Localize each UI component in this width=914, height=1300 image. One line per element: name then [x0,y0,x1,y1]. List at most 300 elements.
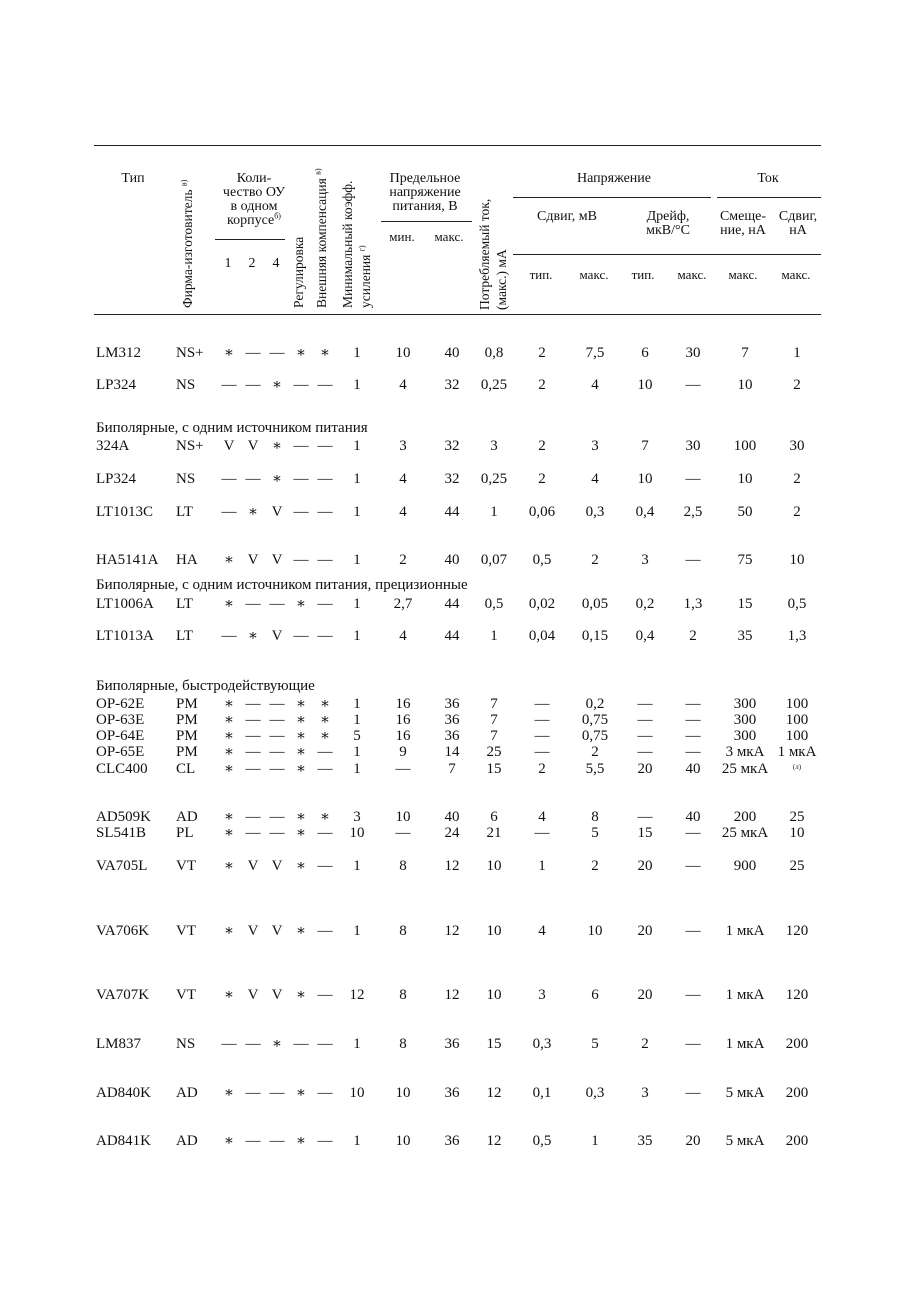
cell-ext-comp: — [317,923,333,939]
cell-ext-comp: — [317,596,333,612]
cell-current: 12 [486,1085,502,1101]
cell-drift-max: 30 [685,345,701,361]
cell-manufacturer: LT [176,504,193,520]
cell-type: LT1013A [96,628,154,644]
cell-current: 0,8 [484,345,504,361]
header-min-gain-line2 [359,245,373,308]
cell-offset-max: 0,75 [581,712,609,728]
cell-min-gain: 1 [353,628,361,644]
cell-current: 10 [486,987,502,1003]
cell-bias-max: 100 [733,438,757,454]
header-current-line1: Потребляемый ток, [477,198,492,310]
header-ext-comp-note: в) [313,168,323,175]
cell-type: LT1006A [96,596,154,612]
cell-count-1: ∗ [223,552,235,568]
cell-type: AD841K [96,1133,151,1149]
cell-offset-typ: 1 [538,858,546,874]
cell-ioff-max: 2 [793,471,801,487]
cell-count-1: ∗ [223,1133,235,1149]
cell-count-4: — [269,744,285,760]
cell-drift-typ: — [637,728,653,744]
cell-supply-min: 9 [399,744,407,760]
cell-supply-min: 10 [395,1133,411,1149]
cell-offset-typ: 0,5 [532,1133,552,1149]
cell-supply-max: 36 [444,712,460,728]
cell-offset-max: 6 [591,987,599,1003]
cell-offset-max: 5 [591,1036,599,1052]
cell-offset-max: 8 [591,809,599,825]
supply-header-rule [381,221,472,222]
cell-supply-min: 4 [399,377,407,393]
cell-drift-max: 2 [689,628,697,644]
cell-count-4: — [269,696,285,712]
cell-offset-max: 0,75 [581,728,609,744]
cell-offset-max: 0,2 [585,696,605,712]
cell-supply-min: 16 [395,712,411,728]
cell-offset-max: 4 [591,377,599,393]
header-count-line4-text: корпусе [227,213,275,228]
cell-count-2: — [245,1133,261,1149]
section-caption: Биполярные, быстродействующие [96,678,315,694]
cell-supply-min: 4 [399,504,407,520]
cell-manufacturer: HA [176,552,198,568]
cell-offset-typ: — [534,712,550,728]
cell-current: 7 [490,696,498,712]
header-supply-line1: Предельное [389,171,461,186]
cell-supply-max: 32 [444,377,460,393]
cell-min-gain: 1 [353,377,361,393]
cell-count-1: ∗ [223,1085,235,1101]
cell-regulation: — [293,471,309,487]
cell-count-1: — [221,504,237,520]
cell-min-gain: 1 [353,504,361,520]
cell-drift-typ: 2 [641,1036,649,1052]
cell-supply-min: — [395,825,411,841]
cell-min-gain: 1 [353,858,361,874]
cell-count-1: ∗ [223,712,235,728]
cell-supply-max: 24 [444,825,460,841]
cell-ext-comp: — [317,1085,333,1101]
cell-type: LM837 [96,1036,141,1052]
cell-drift-typ: 3 [641,1085,649,1101]
header-current-group: Ток [757,171,779,186]
cell-bias-max: 35 [737,628,753,644]
cell-drift-typ: 20 [637,858,653,874]
cell-ext-comp: ∗ [319,696,331,712]
cell-ext-comp: — [317,858,333,874]
header-count-note: б) [274,211,281,221]
cell-supply-min: 8 [399,1036,407,1052]
cell-count-1: ∗ [223,761,235,777]
cell-current: 1 [490,628,498,644]
cell-supply-max: 12 [444,923,460,939]
header-ioff-line1: Сдвиг, [778,209,818,224]
cell-offset-max: 3 [591,438,599,454]
cell-count-2: V [247,858,259,874]
cell-supply-max: 40 [444,345,460,361]
cell-ioff-max: 2 [793,377,801,393]
cell-regulation: ∗ [295,712,307,728]
cell-regulation: ∗ [295,744,307,760]
cell-offset-typ: 0,5 [532,552,552,568]
cell-count-2: — [245,345,261,361]
cell-offset-typ: 0,04 [528,628,556,644]
header-bottom-rule [94,314,821,315]
cell-supply-min: 16 [395,696,411,712]
header-offset-mv: Сдвиг, мВ [537,209,597,224]
cell-current: 7 [490,728,498,744]
cell-count-4: — [269,596,285,612]
cell-count-4: V [271,628,283,644]
subheader-rule [513,254,821,255]
cell-current: 15 [486,761,502,777]
cell-drift-max: — [685,987,701,1003]
cell-count-4: V [271,504,283,520]
header-ext-comp [315,168,329,308]
cell-ioff-max: 10 [789,825,805,841]
cell-min-gain: 10 [349,1085,365,1101]
cell-current: 1 [490,504,498,520]
cell-ioff-max: 1,3 [787,628,807,644]
cell-ioff-max: 120 [785,923,809,939]
cell-ioff-max: 1 [793,345,801,361]
cell-ioff-max: 100 [785,696,809,712]
cell-type: AD840K [96,1085,151,1101]
cell-supply-max: 32 [444,438,460,454]
cell-offset-max: 0,05 [581,596,609,612]
cell-offset-typ: 0,1 [532,1085,552,1101]
cell-ext-comp: — [317,377,333,393]
cell-regulation: ∗ [295,596,307,612]
table-top-rule [94,145,821,146]
cell-min-gain: 1 [353,552,361,568]
cell-offset-max: 5,5 [585,761,605,777]
cell-ioff-max: 100 [785,728,809,744]
cell-drift-typ: 6 [641,345,649,361]
cell-count-2: — [245,825,261,841]
cell-regulation: ∗ [295,825,307,841]
cell-drift-typ: 15 [637,825,653,841]
cell-min-gain: 1 [353,345,361,361]
cell-drift-max: — [685,923,701,939]
cell-ext-comp: — [317,504,333,520]
cell-count-4: V [271,858,283,874]
cell-offset-typ: 0,3 [532,1036,552,1052]
cell-bias-max: 900 [733,858,757,874]
cell-offset-typ: — [534,728,550,744]
cell-bias-max: 1 мкА [725,987,765,1003]
cell-supply-max: 44 [444,596,460,612]
header-ioff-max: макс. [781,267,811,282]
cell-regulation: ∗ [295,696,307,712]
cell-manufacturer: AD [176,1133,198,1149]
cell-manufacturer: AD [176,809,198,825]
cell-drift-max: 30 [685,438,701,454]
cell-regulation: ∗ [295,923,307,939]
cell-min-gain: 1 [353,596,361,612]
cell-type: SL541B [96,825,147,841]
cell-ioff-max: 30 [789,438,805,454]
header-count-1: 1 [224,256,232,271]
cell-ext-comp: — [317,628,333,644]
cell-count-4: — [269,809,285,825]
cell-count-1: — [221,1036,237,1052]
cell-count-1: V [223,438,235,454]
cell-bias-max: 25 мкА [721,825,769,841]
cell-offset-max: 2 [591,744,599,760]
cell-offset-max: 7,5 [585,345,605,361]
cell-supply-max: 36 [444,1036,460,1052]
cell-regulation: ∗ [295,1133,307,1149]
cell-type: VA706K [96,923,150,939]
cell-supply-max: 36 [444,1085,460,1101]
cell-supply-max: 32 [444,471,460,487]
cell-supply-max: 44 [444,504,460,520]
cell-count-4: — [269,825,285,841]
cell-drift-typ: 35 [637,1133,653,1149]
cell-type: HA5141A [96,552,159,568]
cell-offset-typ: 2 [538,345,546,361]
cell-count-2: — [245,377,261,393]
cell-manufacturer: PM [176,696,198,712]
cell-count-2: — [245,761,261,777]
cell-regulation: ∗ [295,728,307,744]
cell-supply-max: 36 [444,696,460,712]
cell-manufacturer: VT [176,987,196,1003]
header-offset-typ: тип. [529,267,553,282]
cell-regulation: — [293,628,309,644]
cell-ioff-max: 25 [789,858,805,874]
cell-drift-typ: 7 [641,438,649,454]
cell-type: LM312 [96,345,141,361]
header-drift-line2: мкВ/°С [646,223,690,238]
cell-drift-typ: 0,2 [635,596,655,612]
cell-type: AD509K [96,809,151,825]
cell-drift-max: — [685,1085,701,1101]
header-manufacturer-text: Фирма-изготовитель [180,189,195,308]
cell-supply-min: 16 [395,728,411,744]
cell-drift-typ: — [637,696,653,712]
cell-current: 0,25 [480,471,508,487]
cell-type: 324A [96,438,130,454]
cell-current: 6 [490,809,498,825]
cell-ioff-max: (л) [792,763,802,771]
cell-count-4: V [271,923,283,939]
cell-offset-max: 0,15 [581,628,609,644]
cell-count-2: V [247,923,259,939]
cell-offset-typ: 2 [538,377,546,393]
cell-count-1: — [221,628,237,644]
cell-manufacturer: VT [176,923,196,939]
cell-count-2: — [245,712,261,728]
cell-current: 12 [486,1133,502,1149]
cell-count-4: — [269,728,285,744]
cell-count-2: V [247,987,259,1003]
cell-supply-min: 10 [395,809,411,825]
voltage-header-rule [513,197,711,198]
cell-supply-max: 14 [444,744,460,760]
cell-supply-min: 10 [395,1085,411,1101]
cell-drift-typ: — [637,809,653,825]
cell-ioff-max: 100 [785,712,809,728]
cell-manufacturer: PM [176,712,198,728]
cell-type: CLC400 [96,761,148,777]
cell-bias-max: 10 [737,471,753,487]
cell-type: OP-62E [96,696,145,712]
cell-bias-max: 1 мкА [725,923,765,939]
cell-current: 25 [486,744,502,760]
cell-manufacturer: PL [176,825,194,841]
cell-type: VA705L [96,858,148,874]
cell-count-1: ∗ [223,728,235,744]
cell-ext-comp: ∗ [319,728,331,744]
current-group-header-rule [717,197,821,198]
cell-count-4: ∗ [271,1036,283,1052]
cell-bias-max: 1 мкА [725,1036,765,1052]
cell-drift-typ: 10 [637,471,653,487]
cell-supply-min: 4 [399,471,407,487]
cell-regulation: ∗ [295,345,307,361]
cell-offset-typ: 3 [538,987,546,1003]
cell-count-1: ∗ [223,858,235,874]
cell-drift-typ: 20 [637,761,653,777]
cell-drift-max: — [685,1036,701,1052]
cell-count-1: ∗ [223,825,235,841]
cell-count-4: — [269,1133,285,1149]
header-offset-max: макс. [579,267,609,282]
cell-regulation: ∗ [295,761,307,777]
cell-ext-comp: — [317,744,333,760]
cell-regulation: — [293,504,309,520]
cell-min-gain: 3 [353,809,361,825]
cell-drift-max: 1,3 [683,596,703,612]
cell-offset-typ: 2 [538,438,546,454]
cell-manufacturer: AD [176,1085,198,1101]
cell-manufacturer: NS [176,471,196,487]
cell-bias-max: 300 [733,696,757,712]
cell-type: LP324 [96,471,137,487]
cell-supply-max: 44 [444,628,460,644]
cell-offset-typ: 4 [538,923,546,939]
cell-min-gain: 1 [353,471,361,487]
cell-count-1: ∗ [223,923,235,939]
cell-ext-comp: ∗ [319,345,331,361]
cell-drift-typ: 3 [641,552,649,568]
cell-min-gain: 1 [353,712,361,728]
cell-bias-max: 5 мкА [725,1133,765,1149]
cell-regulation: ∗ [295,1085,307,1101]
cell-count-2: — [245,1085,261,1101]
cell-drift-typ: — [637,744,653,760]
cell-manufacturer: VT [176,858,196,874]
cell-manufacturer: PM [176,744,198,760]
cell-ioff-max: 200 [785,1085,809,1101]
cell-offset-typ: 2 [538,471,546,487]
cell-ext-comp: — [317,987,333,1003]
cell-count-4: — [269,761,285,777]
cell-current: 0,25 [480,377,508,393]
header-voltage: Напряжение [577,171,651,186]
cell-supply-max: 40 [444,552,460,568]
header-count-line2: чество ОУ [222,185,286,200]
header-drift-line1: Дрейф, [646,209,690,224]
cell-offset-max: 2 [591,858,599,874]
cell-ext-comp: — [317,552,333,568]
cell-manufacturer: LT [176,596,193,612]
cell-supply-max: 12 [444,858,460,874]
cell-type: OP-65E [96,744,145,760]
cell-drift-max: — [685,552,701,568]
header-count-4: 4 [272,256,280,271]
cell-offset-max: 0,3 [585,504,605,520]
cell-count-2: ∗ [247,504,259,520]
header-drift-max: макс. [677,267,707,282]
cell-count-4: — [269,345,285,361]
cell-count-4: — [269,1085,285,1101]
cell-count-2: — [245,809,261,825]
header-manufacturer-note: в) [179,179,189,187]
cell-bias-max: 300 [733,712,757,728]
cell-current: 0,07 [480,552,508,568]
cell-drift-max: — [685,728,701,744]
cell-bias-max: 5 мкА [725,1085,765,1101]
cell-supply-max: 36 [444,1133,460,1149]
cell-ioff-max: 10 [789,552,805,568]
section-caption: Биполярные, с одним источником питания [96,420,368,436]
cell-min-gain: 12 [349,987,365,1003]
cell-count-4: — [269,712,285,728]
cell-offset-typ: — [534,744,550,760]
cell-min-gain: 1 [353,744,361,760]
cell-ioff-max: 200 [785,1036,809,1052]
cell-supply-min: 8 [399,923,407,939]
cell-current: 0,5 [484,596,504,612]
cell-current: 10 [486,858,502,874]
cell-regulation: — [293,438,309,454]
cell-offset-typ: — [534,696,550,712]
cell-supply-max: 12 [444,987,460,1003]
cell-drift-typ: 20 [637,923,653,939]
cell-offset-max: 1 [591,1133,599,1149]
cell-manufacturer: NS+ [176,345,204,361]
header-current-line2: (макс.) мА [494,249,509,310]
header-bias-line1: Смеще- [719,209,767,224]
cell-current: 21 [486,825,502,841]
cell-manufacturer: NS+ [176,438,204,454]
cell-count-4: V [271,552,283,568]
header-bias-max: макс. [728,267,758,282]
cell-count-2: — [245,471,261,487]
cell-offset-typ: 0,02 [528,596,556,612]
cell-count-2: — [245,596,261,612]
cell-bias-max: 75 [737,552,753,568]
cell-supply-max: 36 [444,728,460,744]
cell-count-4: V [271,987,283,1003]
cell-supply-min: 8 [399,987,407,1003]
header-bias-line2: ние, нА [720,223,766,238]
header-count-line1: Коли- [236,171,272,186]
cell-drift-typ: 0,4 [635,628,655,644]
cell-drift-max: 40 [685,809,701,825]
cell-supply-min: 4 [399,628,407,644]
cell-ioff-max: 25 [789,809,805,825]
cell-min-gain: 1 [353,438,361,454]
cell-count-1: ∗ [223,744,235,760]
cell-bias-max: 10 [737,377,753,393]
header-ioff-line2: нА [789,223,807,238]
cell-ioff-max: 1 мкА [777,744,817,760]
cell-supply-max: 40 [444,809,460,825]
